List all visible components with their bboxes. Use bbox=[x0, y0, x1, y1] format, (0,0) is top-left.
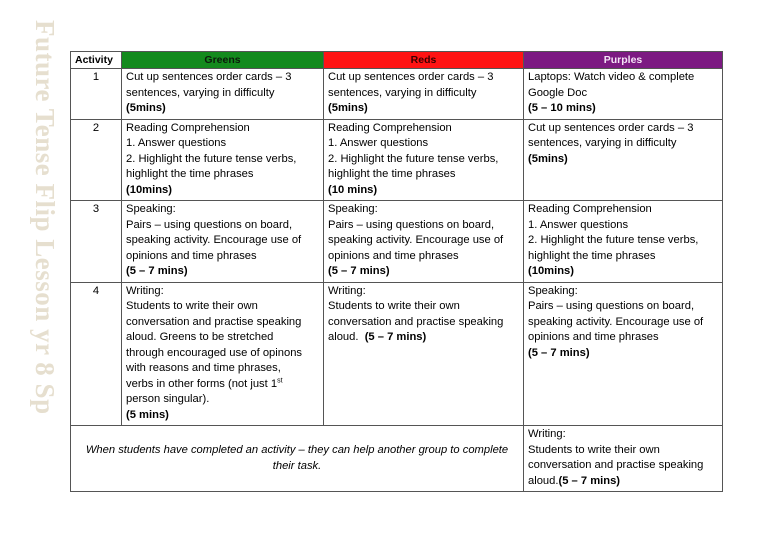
cell-line: Reading Comprehension bbox=[528, 203, 652, 215]
cell-line: 1. Answer questions bbox=[528, 218, 629, 231]
cell-line: Cut up sentences order cards – 3 bbox=[528, 121, 694, 134]
footer-row bbox=[71, 426, 723, 492]
header-row bbox=[71, 52, 723, 69]
cell-line: Students to write their own bbox=[126, 300, 258, 312]
cell-line: Cut up sentences order cards – 3 bbox=[328, 71, 494, 83]
cell-line: 2. Highlight the future tense verbs, bbox=[328, 152, 499, 165]
helper-note: When students have completed an activity – they can help another group to complete their task. bbox=[71, 426, 524, 492]
purples-cell bbox=[524, 201, 723, 283]
cell-line: through encouraged use of opinons bbox=[126, 346, 303, 359]
cell-time: (5 – 7 mins) bbox=[558, 474, 621, 487]
cell-line-text: verbs in other forms (not just 1 bbox=[126, 377, 278, 390]
purples-cell bbox=[524, 69, 723, 120]
cell-line: Laptops: Watch video & complete bbox=[528, 71, 695, 83]
cell-line: Pairs – using questions on board, bbox=[126, 218, 293, 231]
cell-line: opinions and time phrases bbox=[328, 249, 459, 262]
greens-cell bbox=[122, 201, 324, 283]
header-activity: Activity bbox=[71, 52, 122, 69]
purples-cell bbox=[524, 426, 723, 492]
vertical-page-title bbox=[30, 20, 60, 520]
cell-time: (10mins) bbox=[126, 183, 173, 196]
cell-line: sentences, varying in difficulty bbox=[328, 86, 477, 99]
cell-time: (10 mins) bbox=[328, 183, 378, 196]
cell-line: Writing: bbox=[528, 428, 566, 440]
greens-cell bbox=[122, 282, 324, 426]
table-row bbox=[71, 119, 723, 201]
cell-time: (5 – 7 mins) bbox=[126, 265, 188, 277]
cell-time: (5 mins) bbox=[126, 408, 169, 421]
cell-line: 1. Answer questions bbox=[126, 137, 227, 149]
header-purples: Purples bbox=[524, 52, 723, 69]
cell-line: Pairs – using questions on board, bbox=[528, 300, 695, 312]
cell-line: Reading Comprehension bbox=[328, 121, 452, 134]
cell-line: Pairs – using questions on board, bbox=[328, 218, 495, 231]
cell-line: 2. Highlight the future tense verbs, bbox=[528, 234, 699, 246]
cell-line-text: aloud. bbox=[528, 474, 559, 487]
cell-line: opinions and time phrases bbox=[528, 331, 659, 343]
reds-cell bbox=[324, 201, 524, 283]
cell-time: (10mins) bbox=[528, 265, 575, 277]
cell-line: Writing: bbox=[328, 284, 366, 297]
cell-time: (5 – 7 mins) bbox=[528, 346, 590, 359]
activity-number: 3 bbox=[71, 201, 122, 283]
cell-line: 2. Highlight the future tense verbs, bbox=[126, 152, 297, 165]
activity-number: 1 bbox=[71, 69, 122, 120]
cell-line: highlight the time phrases bbox=[126, 168, 254, 180]
table-row bbox=[71, 69, 723, 120]
cell-time: (5mins) bbox=[328, 102, 368, 114]
cell-line: Speaking: bbox=[126, 203, 176, 215]
purples-cell bbox=[524, 282, 723, 426]
cell-line: conversation and practise speaking bbox=[126, 315, 302, 328]
cell-line: highlight the time phrases bbox=[328, 168, 456, 180]
cell-line: with reasons and time phrases, bbox=[126, 362, 281, 374]
cell-line: sentences, varying in difficulty bbox=[528, 137, 677, 149]
cell-line: Students to write their own bbox=[328, 300, 460, 312]
greens-cell bbox=[122, 69, 324, 120]
cell-line: sentences, varying in difficulty bbox=[126, 86, 275, 99]
cell-line: speaking activity. Encourage use of bbox=[126, 234, 302, 246]
cell-line: speaking activity. Encourage use of bbox=[328, 234, 504, 246]
cell-line: aloud. Greens to be stretched bbox=[126, 331, 274, 343]
cell-line: conversation and practise speaking bbox=[328, 315, 504, 328]
superscript: st bbox=[277, 376, 283, 384]
header-greens: Greens bbox=[122, 52, 324, 69]
cell-line: opinions and time phrases bbox=[126, 249, 257, 262]
cell-time: (5 – 7 mins) bbox=[364, 331, 427, 343]
vertical-title-text: Future Tense Flip Lesson yr 8 Sp bbox=[30, 20, 60, 415]
cell-time: (5mins) bbox=[528, 152, 568, 165]
cell-line: Students to write their own bbox=[528, 443, 660, 456]
cell-time: (5 – 7 mins) bbox=[328, 265, 390, 277]
cell-line: Speaking: bbox=[328, 203, 378, 215]
header-reds: Reds bbox=[324, 52, 524, 69]
reds-cell bbox=[324, 69, 524, 120]
cell-line bbox=[126, 377, 319, 393]
activity-number: 2 bbox=[71, 119, 122, 201]
reds-cell bbox=[324, 119, 524, 201]
cell-line: highlight the time phrases bbox=[528, 249, 656, 262]
cell-line: person singular). bbox=[126, 393, 210, 405]
table-row bbox=[71, 282, 723, 426]
cell-time: (5mins) bbox=[126, 102, 166, 114]
activity-table bbox=[70, 51, 723, 492]
cell-line: speaking activity. Encourage use of bbox=[528, 315, 704, 328]
cell-line bbox=[328, 330, 519, 346]
cell-line: Writing: bbox=[126, 284, 164, 297]
greens-cell bbox=[122, 119, 324, 201]
cell-line: Reading Comprehension bbox=[126, 121, 250, 134]
cell-line bbox=[528, 474, 718, 490]
cell-time: (5 – 10 mins) bbox=[528, 102, 596, 114]
table-row bbox=[71, 201, 723, 283]
purples-cell bbox=[524, 119, 723, 201]
cell-line-text: aloud. bbox=[328, 331, 359, 343]
cell-line: Speaking: bbox=[528, 284, 578, 297]
cell-line: Google Doc bbox=[528, 86, 588, 99]
cell-line: conversation and practise speaking bbox=[528, 459, 704, 471]
cell-line: Cut up sentences order cards – 3 bbox=[126, 71, 292, 83]
cell-line: 1. Answer questions bbox=[328, 137, 429, 149]
activity-number: 4 bbox=[71, 282, 122, 426]
reds-cell bbox=[324, 282, 524, 426]
